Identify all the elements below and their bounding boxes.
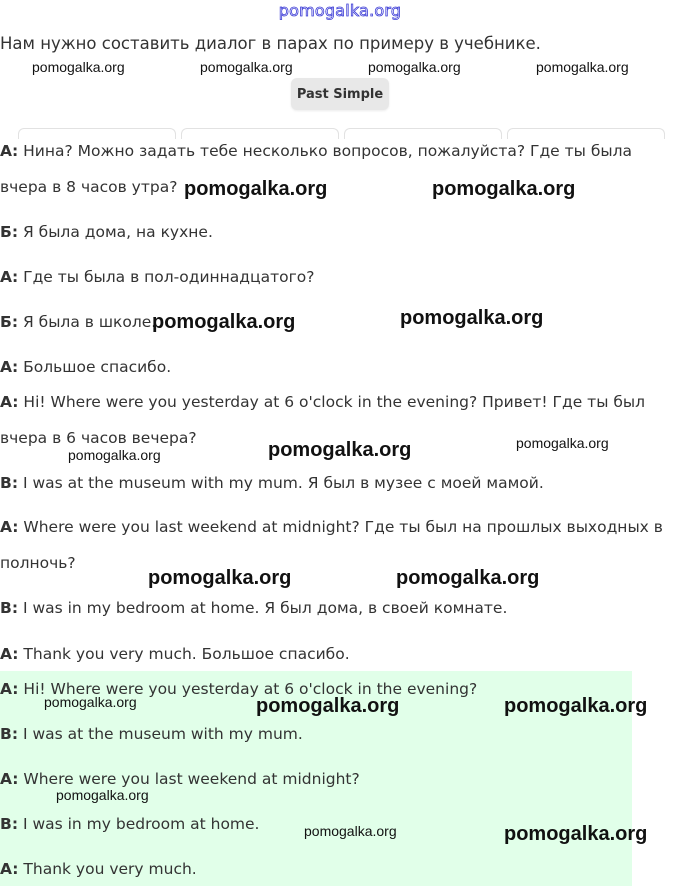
line-text: I was at the museum with my mum. [18, 725, 303, 743]
past-simple-tab-button[interactable]: Past Simple [291, 78, 389, 110]
line-text: Нина? Можно задать тебе несколько вопросов, пожалуйста? Где ты была [18, 142, 633, 160]
watermark: pomogalka.org [256, 695, 400, 717]
answer-line [0, 815, 259, 833]
dialogue-line [0, 142, 632, 160]
watermark: pomogalka.org [68, 447, 161, 463]
line-text: Где ты была в пол-одиннадцатого? [18, 268, 315, 286]
line-text: Большое спасибо. [18, 358, 172, 376]
watermark: pomogalka.org [516, 435, 609, 451]
dialogue-line [0, 358, 171, 376]
watermark: pomogalka.org [504, 695, 648, 717]
line-text: I was in my bedroom at home. [18, 815, 260, 833]
watermark: pomogalka.org [536, 59, 629, 75]
line-text: I was in my bedroom at home. Я был дома, в своей комнате. [18, 599, 508, 617]
solution-tabs [18, 128, 663, 136]
line-text: полночь? [0, 554, 76, 572]
watermark: pomogalka.org [184, 178, 328, 200]
dialogue-line [0, 313, 156, 331]
speaker-label: A: [0, 680, 19, 698]
speaker-label: B: [0, 725, 19, 743]
speaker-label: B: [0, 474, 19, 492]
speaker-label: Б: [0, 223, 19, 241]
speaker-label: A: [0, 645, 19, 663]
dialogue-line [0, 223, 213, 241]
line-text: вчера в 8 часов утра? [0, 178, 178, 196]
speaker-label: A: [0, 860, 19, 878]
watermark: pomogalka.org [148, 567, 292, 589]
speaker-label: Б: [0, 313, 19, 331]
solution-tab-3[interactable] [344, 128, 502, 139]
dialogue-line [0, 518, 663, 536]
answer-line [0, 770, 360, 788]
dialogue-line [0, 474, 544, 492]
line-text: Я была дома, на кухне. [18, 223, 213, 241]
watermark: pomogalka.org [400, 307, 544, 329]
line-text: Where were you last weekend at midnight? [18, 770, 360, 788]
dialogue-line [0, 268, 314, 286]
speaker-label: A: [0, 770, 19, 788]
watermark: pomogalka.org [504, 823, 648, 845]
watermark: pomogalka.org [268, 439, 412, 461]
solution-tab-1[interactable] [18, 128, 176, 139]
watermark: pomogalka.org [56, 787, 149, 803]
solution-tab-4[interactable] [507, 128, 665, 139]
line-text: Hi! Where were you yesterday at 6 o'clock in the evening? Привет! Где ты был [18, 393, 646, 411]
answer-line [0, 725, 303, 743]
dialogue-line [0, 178, 177, 196]
task-intro: Нам нужно составить диалог в парах по примеру в учебнике. [0, 34, 541, 53]
watermark: pomogalka.org [32, 59, 125, 75]
watermark: pomogalka.org [304, 823, 397, 839]
dialogue-line [0, 393, 645, 411]
speaker-label: B: [0, 599, 19, 617]
line-text: Hi! Where were you yesterday at 6 o'clock in the evening? [18, 680, 478, 698]
site-logo[interactable]: pomogalka.org [278, 1, 402, 20]
watermark: pomogalka.org [152, 311, 296, 333]
speaker-label: А: [0, 358, 19, 376]
line-text: Thank you very much. Большое спасибо. [18, 645, 350, 663]
answer-line [0, 860, 197, 878]
line-text: I was at the museum with my mum. Я был в музее с моей мамой. [18, 474, 544, 492]
dialogue-line [0, 599, 507, 617]
speaker-label: А: [0, 142, 19, 160]
speaker-label: А: [0, 268, 19, 286]
dialogue-line [0, 554, 76, 572]
line-text: вчера в 6 часов вечера? [0, 429, 197, 447]
solution-tab-2[interactable] [181, 128, 339, 139]
watermark: pomogalka.org [432, 178, 576, 200]
line-text: Where were you last weekend at midnight? Где ты был на прошлых выходных в [18, 518, 663, 536]
dialogue-line [0, 429, 197, 447]
speaker-label: A: [0, 518, 19, 536]
line-text: Я была в школе. [18, 313, 157, 331]
dialogue-line [0, 645, 350, 663]
watermark: pomogalka.org [200, 59, 293, 75]
watermark: pomogalka.org [396, 567, 540, 589]
line-text: Thank you very much. [18, 860, 197, 878]
speaker-label: A: [0, 393, 19, 411]
speaker-label: B: [0, 815, 19, 833]
watermark: pomogalka.org [44, 694, 137, 710]
watermark: pomogalka.org [368, 59, 461, 75]
